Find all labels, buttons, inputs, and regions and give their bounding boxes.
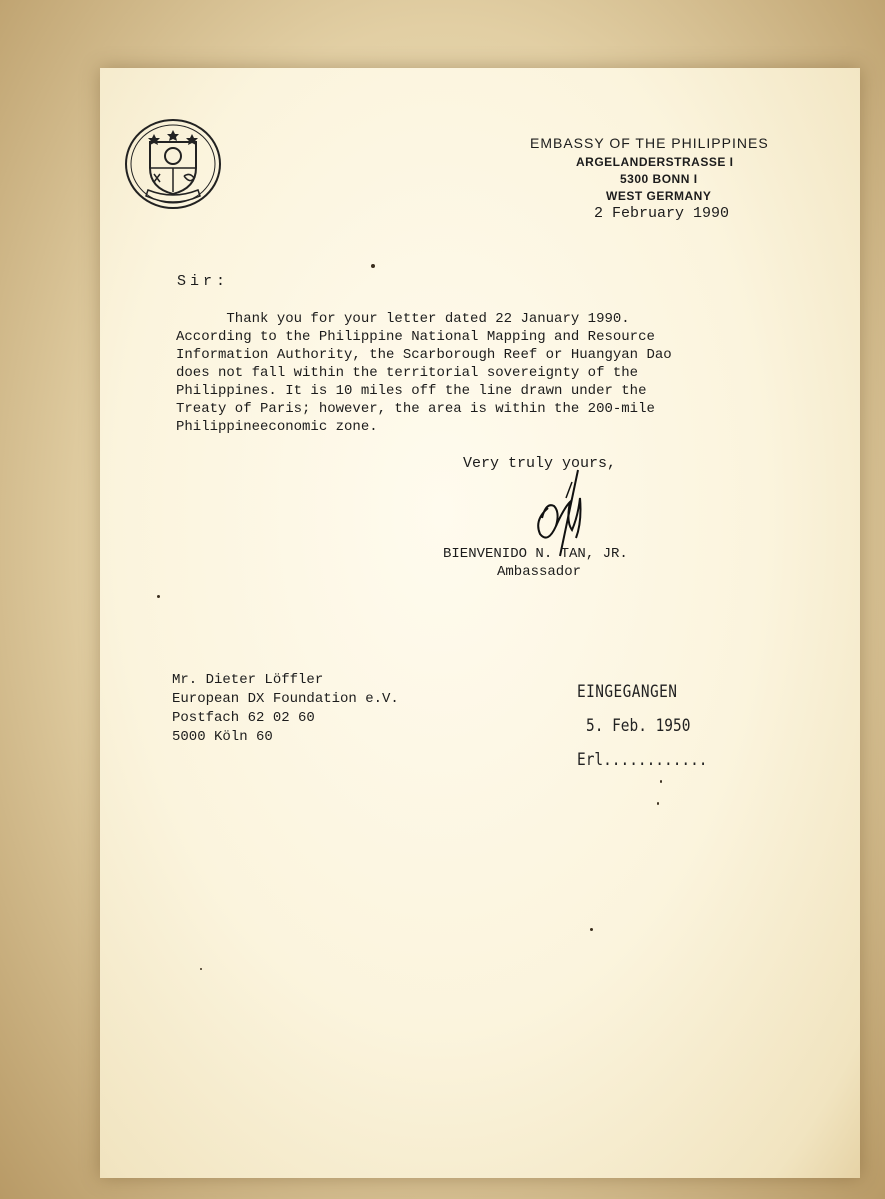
recipient-city: 5000 Köln 60 [172,729,273,745]
paper-speck [657,802,659,805]
salutation: Sir: [177,273,230,290]
closing: Very truly yours, [463,455,617,472]
letter-date: 2 February 1990 [594,205,730,222]
paper-speck [590,928,593,931]
recipient-postbox: Postfach 62 02 60 [172,710,315,726]
letter-paper [100,68,860,1178]
embassy-city: 5300 BONN I [620,172,698,186]
signer-title: Ambassador [497,564,582,580]
stamp-erl: Erl............ [577,750,708,770]
stamp-title: EINGEGANGEN [577,682,678,702]
stamp-date: 5. Feb. 1950 [586,716,691,736]
embassy-country: WEST GERMANY [606,189,712,203]
embassy-street: ARGELANDERSTRASSE I [576,155,734,169]
embassy-name: EMBASSY OF THE PHILIPPINES [530,135,769,151]
recipient-address [172,671,399,747]
paper-speck [660,780,662,783]
paper-speck [200,968,202,970]
signer-name: BIENVENIDO N. TAN, JR. [443,546,628,562]
paper-speck [157,595,160,598]
embassy-seal-icon [124,118,222,210]
paper-speck [371,264,375,268]
recipient-name: Mr. Dieter Löffler [172,672,324,688]
recipient-organization: European DX Foundation e.V. [172,691,399,707]
letter-body: Thank you for your letter dated 22 January 1990. According to the Philippine National Mapping and Resource Information Authority, the Scarborough Reef or Huangyan Dao does not fall within the territorial sovereignty of the Philippines. It is 10 miles off the line drawn under the Treaty of Paris; however, the area is within the 200-mile Philippineeconomic zone. [176,311,672,435]
